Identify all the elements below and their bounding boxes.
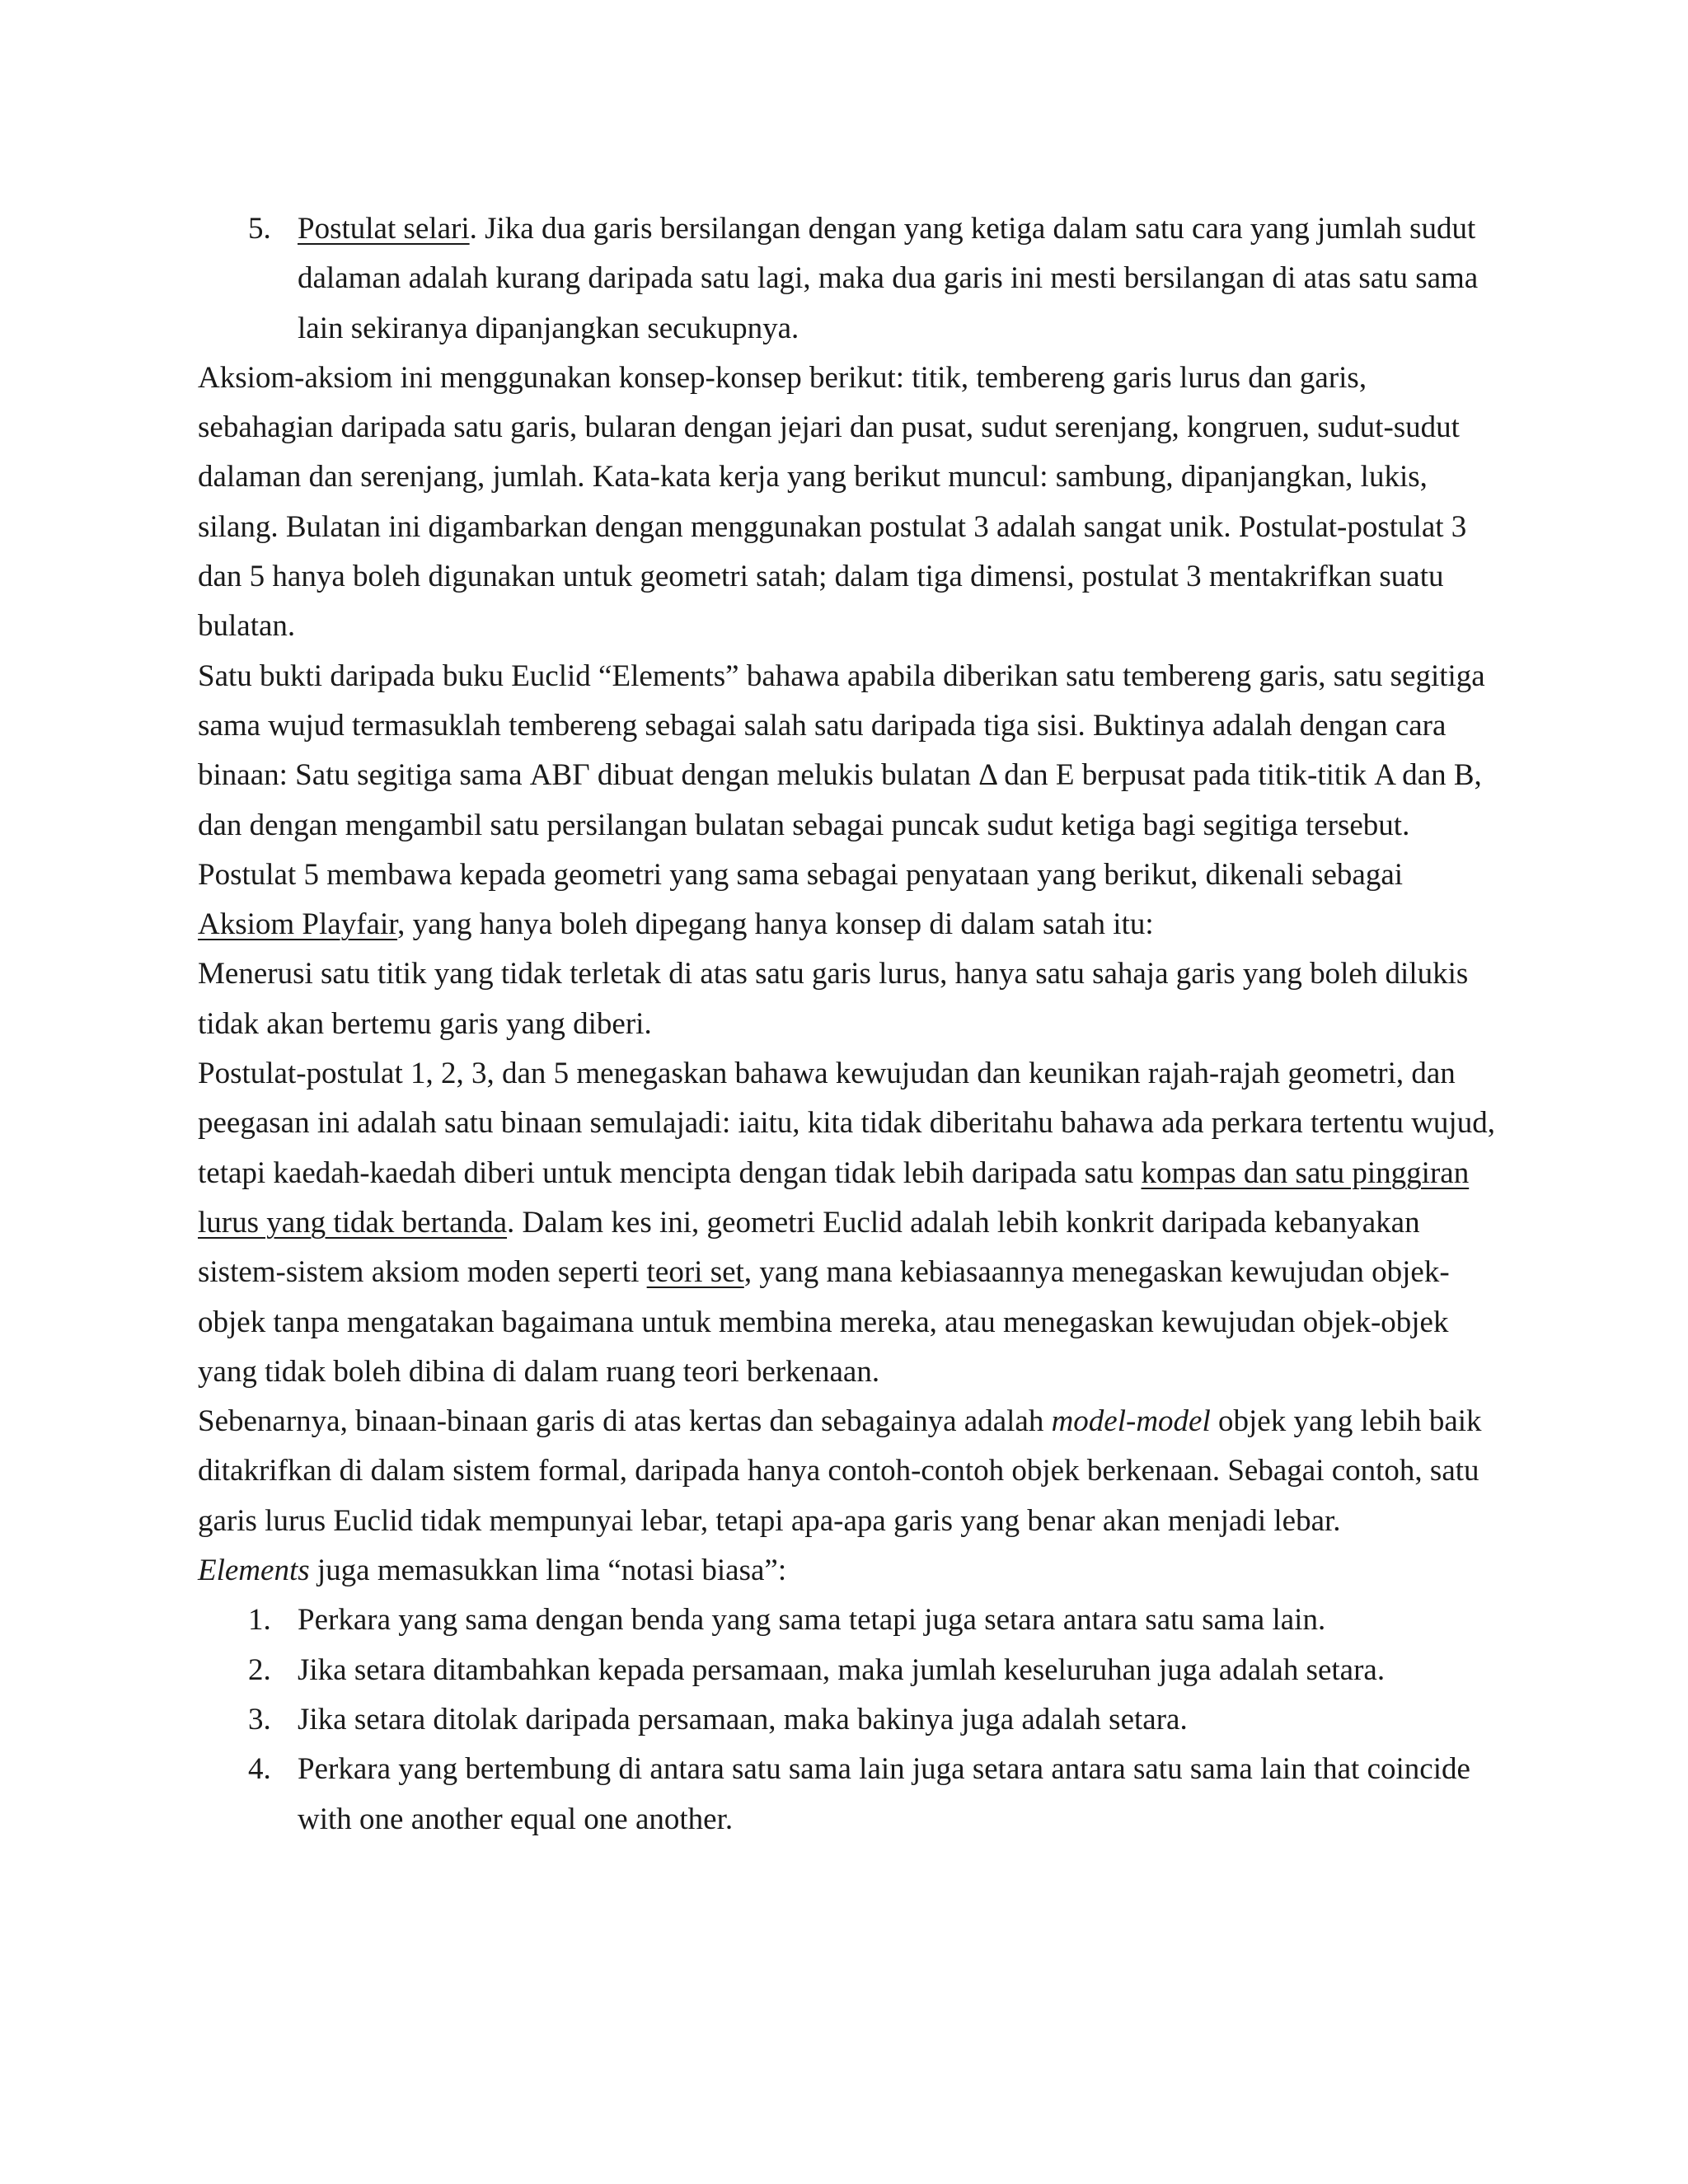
- list-number: 4.: [248, 1752, 271, 1787]
- list-item: [198, 1596, 1500, 1645]
- models-emphasis: model-model: [1051, 1404, 1211, 1439]
- common-notions-list: [198, 1596, 1500, 1844]
- aksiom-playfair-link[interactable]: Aksiom Playfair: [198, 907, 398, 942]
- postulate-item-5: [198, 204, 1500, 354]
- list-number: 2.: [248, 1652, 271, 1687]
- compass-straightedge-link[interactable]: kompas dan satu pinggiran lurus yang tidak bertanda: [198, 1155, 1470, 1240]
- list-item: [198, 1745, 1500, 1844]
- paragraph-models: Sebenarnya, binaan-binaan garis di atas kertas dan sebagainya adalah model-model objek yang lebih baik ditakrifkan di dalam sistem formal, daripada hanya contoh-contoh objek berkenaan. Sebagai contoh, satu garis lurus Euclid tidak mempunyai lebar, tetapi apa-apa garis yang benar akan menjadi lebar.: [198, 1404, 1482, 1538]
- list-number: 1.: [248, 1603, 271, 1638]
- list-item-text: Jika setara ditolak daripada persamaan, maka bakinya juga adalah setara.: [298, 1702, 1188, 1736]
- paragraph-playfair: Postulat 5 membawa kepada geometri yang sama sebagai penyataan yang berikut, dikenali sebagai Aksiom Playfair, yang hanya boleh dipegang hanya konsep di dalam satah itu:: [198, 857, 1404, 942]
- paragraph-playfair-statement: Menerusi satu titik yang tidak terletak di atas satu garis lurus, hanya satu sahaja garis yang boleh dilukis tidak akan bertemu garis yang diberi.: [198, 957, 1469, 1041]
- list-item: [198, 1646, 1500, 1695]
- list-item: [198, 1695, 1500, 1745]
- postulate-selari-link[interactable]: Postulat selari: [298, 212, 470, 246]
- teori-set-link[interactable]: teori set: [646, 1255, 744, 1290]
- paragraph-existence: Postulat-postulat 1, 2, 3, dan 5 menegaskan bahawa kewujudan dan keunikan rajah-rajah geometri, dan peegasan ini adalah satu binaan semulajadi: iaitu, kita tidak diberitahu bahawa ada perkara tertentu wujud, tetapi kaedah-kaedah diberi untuk mencipta dengan tidak lebih daripada satu kompas dan satu pinggiran lurus yang tidak bertanda. Dalam kes ini, geometri Euclid adalah lebih konkrit daripada kebanyakan sistem-sistem aksiom moden seperti teori set, yang mana kebiasaannya menegaskan kewujudan objek-objek tanpa mengatakan bagaimana untuk membina mereka, atau menegaskan kewujudan objek-objek yang tidak boleh dibina di dalam ruang teori berkenaan.: [198, 1057, 1495, 1389]
- list-number: 5.: [248, 212, 271, 246]
- elements-title: Elements: [198, 1554, 310, 1588]
- document-page: [198, 204, 1500, 1844]
- paragraph-concepts: Aksiom-aksiom ini menggunakan konsep-konsep berikut: titik, tembereng garis lurus dan garis, sebahagian daripada satu garis, bularan dengan jejari dan pusat, sudut serenjang, kongruen, sudut-sudut dalaman dan serenjang, jumlah. Kata-kata kerja yang berikut muncul: sambung, dipanjangkan, lukis, silang. Bulatan ini digambarkan dengan menggunakan postulat 3 adalah sangat unik. Postulat-postulat 3 dan 5 hanya boleh digunakan untuk geometri satah; dalam tiga dimensi, postulat 3 mentakrifkan suatu bulatan.: [198, 360, 1467, 644]
- list-item-text: Perkara yang sama dengan benda yang sama tetapi juga setara antara satu sama lain.: [298, 1603, 1326, 1638]
- postulate-list: [198, 204, 1500, 354]
- list-item-text: Perkara yang bertembung di antara satu sama lain juga setara antara satu sama lain that coincide with one another equal one another.: [298, 1752, 1470, 1836]
- postulate-text: . Jika dua garis bersilangan dengan yang ketiga dalam satu cara yang jumlah sudut dalaman adalah kurang daripada satu lagi, maka dua garis ini mesti bersilangan di atas satu sama lain sekiranya dipanjangkan secukupnya.: [298, 212, 1479, 345]
- list-number: 3.: [248, 1702, 271, 1736]
- list-item-text: Jika setara ditambahkan kepada persamaan, maka jumlah keseluruhan juga adalah setara.: [298, 1652, 1386, 1687]
- paragraph-proof: Satu bukti daripada buku Euclid “Elements” bahawa apabila diberikan satu tembereng garis, satu segitiga sama wujud termasuklah tembereng sebagai salah satu daripada tiga sisi. Buktinya adalah dengan cara binaan: Satu segitiga sama ΑΒΓ dibuat dengan melukis bulatan Δ dan Ε berpusat pada titik-titik Α dan Β, dan dengan mengambil satu persilangan bulatan sebagai puncak sudut ketiga bagi segitiga tersebut.: [198, 658, 1485, 842]
- paragraph-common-notions-intro: Elements juga memasukkan lima “notasi biasa”:: [198, 1554, 787, 1588]
